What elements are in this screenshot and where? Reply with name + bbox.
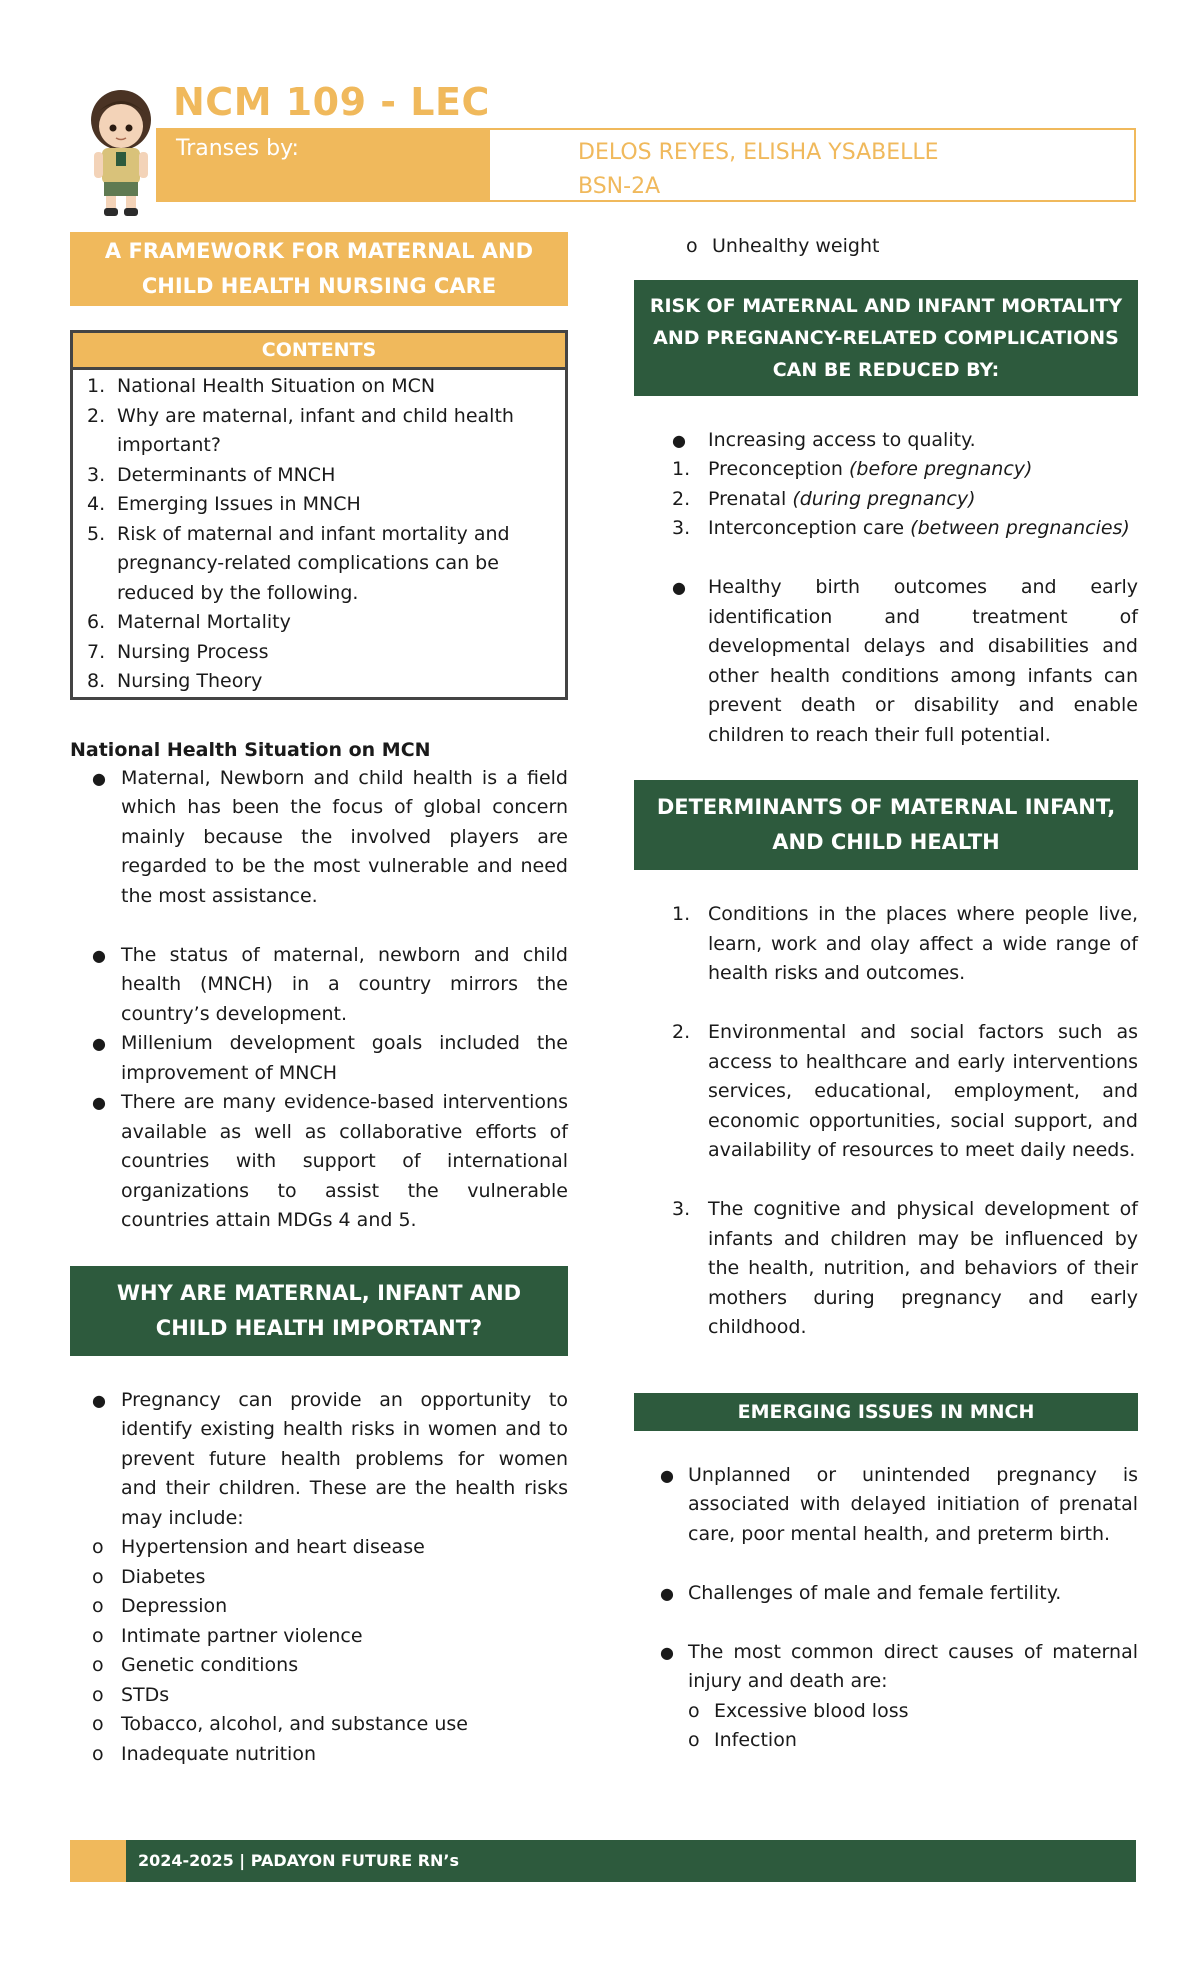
cause-item: o Excessive blood loss: [688, 1699, 909, 1722]
risk-item: o Hypertension and heart disease: [92, 1536, 425, 1558]
bullet-item: ● The status of maternal, newborn and child health (MNCH) in a country mirrors the country’s development.: [92, 943, 568, 1025]
bullet-item: ● Millenium development goals included the improvement of MNCH: [92, 1032, 568, 1084]
author-name: DELOS REYES, ELISHA YSABELLE: [578, 140, 939, 165]
contents-box: [70, 330, 568, 700]
determinant-item: 1. Conditions in the places where people live, learn, work and olay affect a wide range of health risks and outcomes.: [672, 903, 1138, 984]
contents-item: 6. Maternal Mortality: [87, 611, 291, 633]
risk-item: o Genetic conditions: [92, 1654, 299, 1676]
contents-item: 1. National Health Situation on MCN: [87, 375, 436, 397]
transes-label-cell: [158, 130, 490, 200]
risk-item: o Depression: [92, 1595, 228, 1617]
left-column: [70, 232, 568, 1769]
course-title: NCM 109 - LEC: [173, 80, 490, 124]
reduce-item: 1. Preconception (before pregnancy): [672, 458, 1033, 480]
determinants-title: DETERMINANTS OF MATERNAL INFANT, AND CHILD HEALTH: [634, 780, 1138, 870]
bullet-item: ● There are many evidence-based interventions available as well as collaborative efforts of countries with support of international organizations to assist the vulnerable countries attain MDGs 4 and 5.: [92, 1091, 568, 1231]
emerging-issues-content: [634, 1461, 1138, 1756]
cause-item: o Infection: [688, 1729, 797, 1751]
bullet-item: ● Healthy birth outcomes and early identification and treatment of developmental delays and disabilities and other health conditions among infants can prevent death or disability and enable children to reach their full potential.: [672, 576, 1138, 746]
why-important-content: [70, 1386, 568, 1770]
student-mascot-icon: [78, 82, 164, 218]
risk-item: o STDs: [92, 1683, 170, 1706]
footer-text: 2024-2025 | PADAYON FUTURE RN’s: [126, 1840, 1136, 1882]
framework-title: A FRAMEWORK FOR MATERNAL AND CHILD HEALTH NURSING CARE: [70, 232, 568, 306]
contents-title: CONTENTS: [73, 333, 565, 370]
reduce-item: 2. Prenatal (during pregnancy): [672, 487, 976, 510]
why-important-title: WHY ARE MATERNAL, INFANT AND CHILD HEALTH IMPORTANT?: [70, 1266, 568, 1356]
transes-label: Transes by:: [176, 136, 299, 161]
transcriber-box: [156, 128, 1136, 202]
reduce-item: 3. Interconception care (between pregnancies): [672, 517, 1130, 539]
bullet-item: ● Unplanned or unintended pregnancy is associated with delayed initiation of prenatal care, poor mental health, and preterm birth.: [660, 1463, 1138, 1545]
bullet-item: ● Maternal, Newborn and child health is a field which has been the focus of global concern mainly because the involved players are regarded to be the most vulnerable and need the most assistance.: [92, 766, 568, 907]
contents-item: 7. Nursing Process: [87, 640, 269, 663]
bullet-item: ● Increasing access to quality.: [672, 428, 976, 451]
risk-item: o Diabetes: [92, 1565, 206, 1588]
determinants-list: [634, 900, 1138, 1343]
contents-item: 3. Determinants of MNCH: [87, 463, 336, 486]
author-section: BSN-2A: [578, 174, 661, 199]
risk-item: o Tobacco, alcohol, and substance use: [92, 1713, 468, 1735]
contents-list: [73, 370, 565, 697]
contents-item: 4. Emerging Issues in MNCH: [87, 493, 361, 515]
bullet-item: ● Pregnancy can provide an opportunity to identify existing health risks in women and to prevent future health problems for women and their children. These are the health risks may include:: [92, 1388, 568, 1529]
contents-item: 8. Nursing Theory: [87, 670, 263, 692]
contents-item: 2. Why are maternal, infant and child health important?: [87, 404, 514, 456]
right-column: [634, 232, 1138, 1756]
contents-item: 5. Risk of maternal and infant mortality and pregnancy-related complications can be reduced by the following.: [87, 522, 510, 604]
page-footer: [70, 1840, 1136, 1882]
national-bullets: [70, 764, 568, 1236]
risk-item-continued: o Unhealthy weight: [686, 235, 880, 257]
emerging-issues-title: EMERGING ISSUES IN MNCH: [634, 1393, 1138, 1431]
risk-item: o Inadequate nutrition: [92, 1742, 316, 1765]
bullet-item: ● The most common direct causes of maternal injury and death are:: [660, 1640, 1138, 1692]
national-section-title: National Health Situation on MCN: [70, 738, 431, 761]
reduce-risk-content: [634, 426, 1138, 751]
risk-item: o Intimate partner violence: [92, 1624, 363, 1647]
footer-accent: [70, 1840, 126, 1882]
determinant-item: 3. The cognitive and physical development of infants and children may be influenced by the health, nutrition, and behaviors of their mothers during pregnancy and early childhood.: [672, 1198, 1138, 1338]
bullet-item: ● Challenges of male and female fertility.: [660, 1581, 1062, 1604]
determinant-item: 2. Environmental and social factors such as access to healthcare and early interventions services, educational, employment, and economic opportunities, social support, and availability of resources to meet daily needs.: [672, 1021, 1138, 1161]
reduce-risk-title: RISK OF MATERNAL AND INFANT MORTALITY AND PREGNANCY-RELATED COMPLICATIONS CAN BE REDUCED BY:: [634, 280, 1138, 396]
transcriber-info: [490, 130, 1134, 200]
